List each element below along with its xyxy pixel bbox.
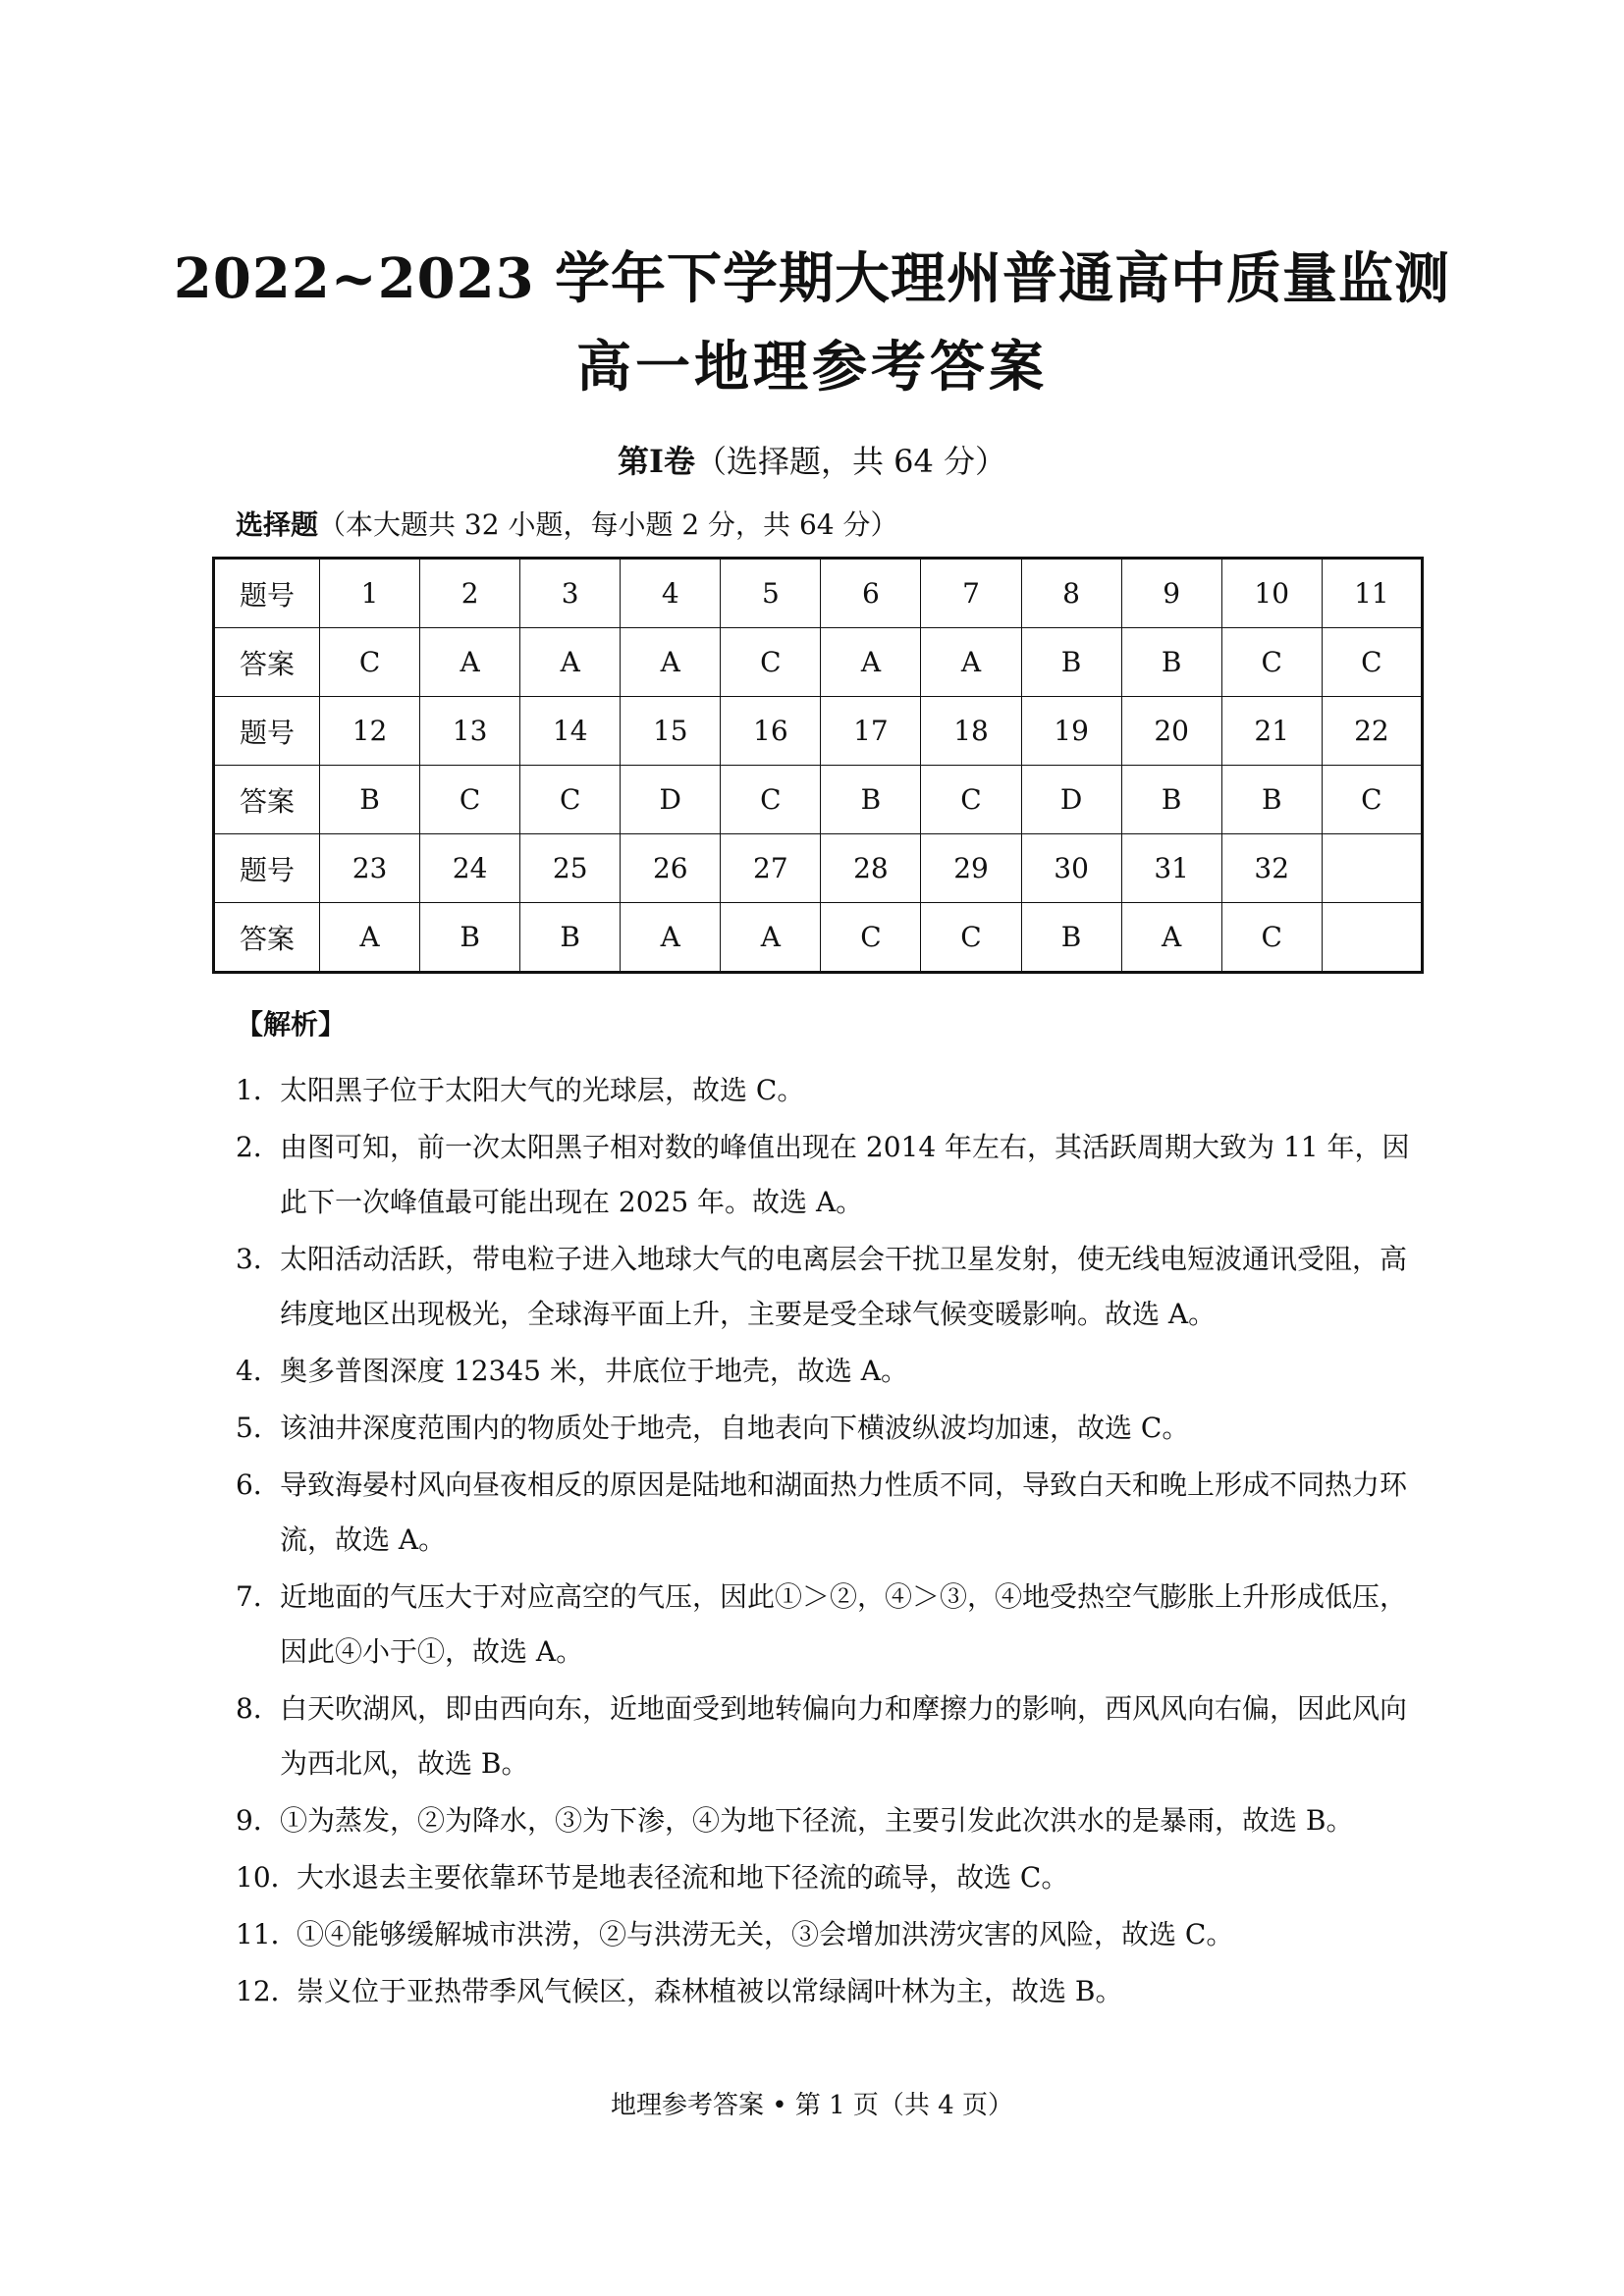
table-cell: 16 [721,697,821,766]
table-cell: C [320,628,420,697]
row-header-cell: 答案 [214,766,320,834]
table-cell: 22 [1322,697,1422,766]
answer-table-body [214,559,1423,973]
table-cell [1322,834,1422,903]
table-cell: 19 [1021,697,1121,766]
table-cell: A [520,628,621,697]
list-item-text: 大水退去主要依靠环节是地表径流和地下径流的疏导，故选 C。 [297,1861,1069,1894]
table-cell: C [1221,903,1322,973]
list-item-number: 10． [236,1861,298,1894]
list-item-text: 奥多普图深度 12345 米，井底位于地壳，故选 A。 [280,1355,908,1387]
list-item [236,1120,1414,1230]
table-cell: 7 [921,559,1021,628]
table-cell: 5 [721,559,821,628]
table-cell: 24 [420,834,520,903]
section-heading-bold: 第Ⅰ卷 [617,443,695,480]
table-cell: 2 [420,559,520,628]
table-row [214,697,1423,766]
table-cell: C [921,766,1021,834]
table-cell: B [1021,903,1121,973]
table-cell: B [1121,766,1221,834]
table-cell: C [721,628,821,697]
list-item-text: 该油井深度范围内的物质处于地壳，自地表向下横波纵波均加速，故选 C。 [280,1412,1190,1444]
list-item-text: 太阳活动活跃，带电粒子进入地球大气的电离层会干扰卫星发射，使无线电短波通讯受阻，高纬度地区出现极光，全球海平面上升，主要是受全球气候变暖影响。故选 A。 [280,1243,1408,1330]
list-item-number: 1． [236,1074,281,1106]
table-cell: A [621,628,721,697]
table-cell: 17 [821,697,921,766]
table-cell: A [621,903,721,973]
list-item [236,1458,1414,1568]
choice-subheading [236,504,898,543]
table-cell: B [1121,628,1221,697]
table-cell: B [420,903,520,973]
list-item-number: 4． [236,1355,281,1387]
table-cell: C [821,903,921,973]
row-header-cell: 题号 [214,559,320,628]
table-cell: B [520,903,621,973]
analysis-heading: 【解析】 [236,1008,347,1041]
list-item-number: 7． [236,1580,281,1613]
table-cell: 8 [1021,559,1121,628]
table-cell: 28 [821,834,921,903]
table-cell: 27 [721,834,821,903]
table-row [214,628,1423,697]
table-cell: A [721,903,821,973]
list-item [236,1063,1414,1118]
table-row [214,766,1423,834]
table-cell: 13 [420,697,520,766]
table-cell: C [721,766,821,834]
table-cell [1322,903,1422,973]
table-cell: 31 [1121,834,1221,903]
list-item [236,1344,1414,1399]
list-item-number: 9． [236,1804,281,1837]
table-cell: D [621,766,721,834]
table-cell: 4 [621,559,721,628]
list-item-number: 5． [236,1412,281,1444]
table-cell: 26 [621,834,721,903]
table-cell: 18 [921,697,1021,766]
table-cell: D [1021,766,1121,834]
list-item-number: 11． [236,1918,298,1950]
list-item-number: 12． [236,1975,298,2007]
table-cell: A [420,628,520,697]
table-cell: 32 [1221,834,1322,903]
list-item [236,1232,1414,1342]
table-cell: A [320,903,420,973]
table-cell: 3 [520,559,621,628]
table-cell: 15 [621,697,721,766]
choice-subheading-rest: （本大题共 32 小题，每小题 2 分，共 64 分） [318,508,898,541]
row-header-cell: 题号 [214,834,320,903]
list-item-text: ①为蒸发，②为降水，③为下渗，④为地下径流，主要引发此次洪水的是暴雨，故选 B。 [280,1804,1354,1837]
list-item-text: 崇义位于亚热带季风气候区，森林植被以常绿阔叶林为主，故选 B。 [297,1975,1123,2007]
table-cell: 29 [921,834,1021,903]
list-item-text: 由图可知，前一次太阳黑子相对数的峰值出现在 2014 年左右，其活跃周期大致为 11 年，因此下一次峰值最可能出现在 2025 年。故选 A。 [280,1131,1410,1218]
table-cell: B [320,766,420,834]
table-cell: C [420,766,520,834]
page-footer: 地理参考答案 • 第 1 页（共 4 页） [610,2091,1013,2120]
table-cell: 12 [320,697,420,766]
analysis-list [236,1063,1414,2021]
table-cell: 10 [1221,559,1322,628]
list-item [236,1793,1414,1848]
table-cell: 23 [320,834,420,903]
section-heading-rest: （选择题，共 64 分） [694,443,1007,480]
list-item [236,1907,1414,1962]
list-item-number: 2． [236,1131,281,1163]
table-cell: 30 [1021,834,1121,903]
table-cell: 9 [1121,559,1221,628]
table-row [214,903,1423,973]
row-header-cell: 题号 [214,697,320,766]
list-item-text: 太阳黑子位于太阳大气的光球层，故选 C。 [280,1074,805,1106]
page-title: 2022~2023 学年下学期大理州普通高中质量监测 [173,246,1451,311]
table-row [214,559,1423,628]
section-heading [0,437,1624,482]
table-cell: 25 [520,834,621,903]
table-cell: A [821,628,921,697]
table-cell: C [921,903,1021,973]
table-cell: B [821,766,921,834]
table-cell: 14 [520,697,621,766]
choice-subheading-bold: 选择题 [236,508,319,541]
row-header-cell: 答案 [214,903,320,973]
table-cell: 21 [1221,697,1322,766]
table-cell: 11 [1322,559,1422,628]
table-cell: B [1221,766,1322,834]
table-cell: A [1121,903,1221,973]
page-subtitle: 高一地理参考答案 [576,335,1048,400]
table-cell: C [1221,628,1322,697]
table-cell: B [1021,628,1121,697]
list-item [236,1401,1414,1456]
list-item-number: 3． [236,1243,281,1275]
list-item-text: 近地面的气压大于对应高空的气压，因此①＞②，④＞③，④地受热空气膨胀上升形成低压，因此④小于①，故选 A。 [280,1580,1408,1668]
list-item-number: 8． [236,1692,281,1725]
table-cell: 1 [320,559,420,628]
list-item [236,1964,1414,2019]
list-item [236,1570,1414,1680]
answer-table [212,557,1424,974]
list-item [236,1850,1414,1905]
table-cell: C [1322,628,1422,697]
list-item-text: 白天吹湖风，即由西向东，近地面受到地转偏向力和摩擦力的影响，西风风向右偏，因此风向为西北风，故选 B。 [280,1692,1408,1780]
row-header-cell: 答案 [214,628,320,697]
table-cell: C [1322,766,1422,834]
list-item-text: 导致海晏村风向昼夜相反的原因是陆地和湖面热力性质不同，导致白天和晚上形成不同热力环流，故选 A。 [280,1468,1408,1556]
table-cell: A [921,628,1021,697]
list-item [236,1682,1414,1791]
table-row [214,834,1423,903]
table-cell: 20 [1121,697,1221,766]
table-cell: C [520,766,621,834]
table-cell: 6 [821,559,921,628]
list-item-text: ①④能够缓解城市洪涝，②与洪涝无关，③会增加洪涝灾害的风险，故选 C。 [297,1918,1234,1950]
list-item-number: 6． [236,1468,281,1501]
